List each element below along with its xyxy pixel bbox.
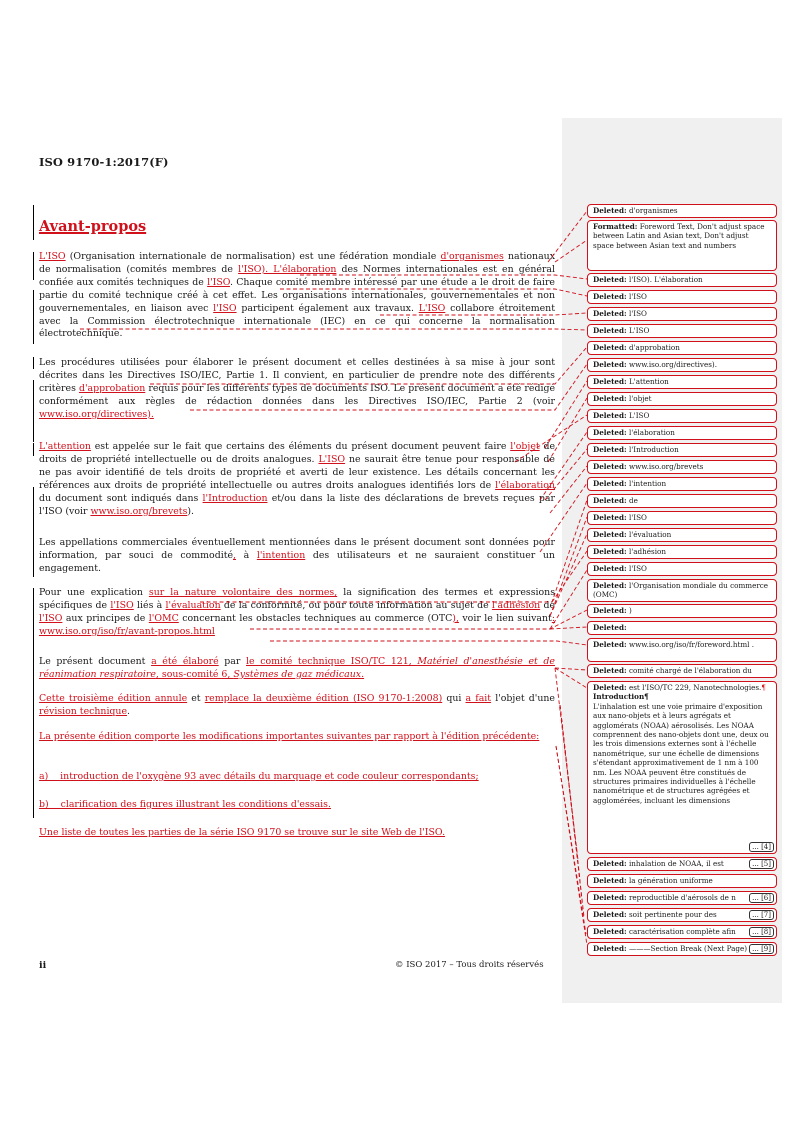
revision-text: caractérisation complète afin: [626, 927, 736, 936]
revision-type: Deleted:: [593, 513, 627, 522]
revision-text: d'organismes: [626, 206, 678, 215]
pilcrow-mark: ¶: [761, 683, 766, 692]
revision-balloon[interactable]: [587, 392, 777, 406]
revision-text: ): [626, 606, 632, 615]
revision-balloon[interactable]: [587, 443, 777, 457]
revision-type: Deleted:: [593, 640, 627, 649]
revision-text: l'évaluation: [626, 530, 672, 539]
revision-type: Deleted:: [593, 411, 627, 420]
revision-text: l'ISO: [626, 309, 647, 318]
inserted-text: l'OMC: [148, 612, 179, 624]
revision-type: Deleted:: [593, 547, 627, 556]
inserted-text: l'ISO: [110, 599, 134, 611]
revision-balloon[interactable]: [587, 290, 777, 304]
revision-type: Deleted:: [593, 944, 627, 953]
revision-type: Deleted:: [593, 479, 627, 488]
revision-type: Deleted:: [593, 292, 627, 301]
inserted-text: l'Introduction: [202, 492, 268, 504]
revision-type: Deleted:: [593, 564, 627, 573]
revision-balloon[interactable]: [587, 375, 777, 389]
revision-type: Deleted:: [593, 326, 627, 335]
revision-text: de: [626, 496, 638, 505]
directives-link[interactable]: www.iso.org/directives).: [39, 408, 154, 420]
inserted-text: l'objet: [510, 441, 540, 452]
more-revision-button[interactable]: ... [9]: [749, 944, 774, 954]
revision-text: l'ISO: [626, 292, 647, 301]
inserted-text: l'intention: [256, 549, 306, 561]
revision-text: L'attention: [626, 377, 669, 386]
paragraph-procedures: Les procédures utilisées pour élaborer le présent document et celles destinées à sa mise à jour sont décrites dans les Directives ISO/IEC, Partie 1. Il convient, en particulier de prendre note des différents critères d'approbation requis pour les différents types de documents ISO. Le présent document a été rédigé conformément aux règles de rédaction données dans les Directives ISO/IEC, Partie 2 (voir www.iso.org/directives).: [39, 357, 555, 420]
list-item-b: b) clarification des figures illustrant les conditions d'essais.: [39, 799, 331, 810]
inserted-text: a fait: [465, 693, 492, 704]
paragraph-explanation: Pour une explication sur la nature volontaire des normes, la signification des termes et expressions spécifiques de l'ISO liés à l'évaluation de la conformité, ou pour toute information au sujet de l'adhésion de l'ISO aux principes de l'OMC concernant les obstacles techniques au commerce (OTC), voir le lien suivant: www.iso.org/iso/fr/avant-propos.html: [39, 587, 556, 637]
change-bar: [33, 357, 34, 369]
more-revision-button[interactable]: ... [4]: [749, 842, 774, 852]
inserted-text: ,: [233, 549, 236, 561]
revision-type: Deleted:: [593, 623, 627, 632]
revision-balloon[interactable]: [587, 874, 777, 888]
inserted-text: remplace la deuxième édition (ISO 9170-1:2008): [204, 693, 443, 704]
inserted-text: L'ISO: [318, 453, 346, 465]
more-revision-button[interactable]: ... [7]: [749, 910, 774, 920]
revision-text: soit pertinente pour des: [626, 910, 717, 919]
revision-balloon[interactable]: [587, 681, 777, 854]
paragraph-committee: Le présent document a été élaboré par le comité technique ISO/TC 121, Matériel d'anesthésie et de réanimation respiratoire, sous-comité 6, Systèmes de gaz médicaux.: [39, 656, 555, 680]
revision-balloon[interactable]: [587, 358, 777, 372]
inserted-text: .: [361, 668, 365, 680]
revision-type: Formatted:: [593, 222, 638, 231]
revision-text: l'ISO). L'élaboration: [626, 275, 703, 284]
revision-text: l'Organisation mondiale du commerce (OMC): [593, 581, 769, 600]
revision-balloon[interactable]: [587, 621, 777, 635]
revision-text: L'ISO: [626, 326, 650, 335]
change-bar: [33, 380, 34, 442]
revision-type: Deleted:: [593, 496, 627, 505]
revision-balloon[interactable]: [587, 409, 777, 423]
inserted-text: ),: [452, 612, 459, 624]
paragraph-edition: Cette troisième édition annule et remplace la deuxième édition (ISO 9170-1:2008) qui a fait l'objet d'une révision technique.: [39, 693, 555, 717]
inserted-text: l'ISO: [207, 276, 230, 288]
revision-text: l'intention: [626, 479, 667, 488]
revision-type: Deleted:: [593, 876, 627, 885]
paragraph-iso-intro: L'ISO (Organisation internationale de normalisation) est une fédération mondiale d'organismes nationaux de normalisation (comités membres de l'ISO). L'élaboration des Normes internationales est en général confiée aux comités techniques de l'ISO. Chaque comité membre intéressé par une étude a le droit de faire partie du comité technique créé à cet effet. Les organisations internationales, gouvernementales et non gouvernementales, en liaison avec l'ISO participent également aux travaux. L'ISO collabore étroitement avec la Commission électrotechnique internationale (IEC) en ce qui concerne la normalisation électrotechnique.: [39, 251, 555, 340]
more-revision-button[interactable]: ... [5]: [749, 859, 774, 869]
revision-balloon[interactable]: [587, 494, 777, 508]
revision-type: Deleted:: [593, 530, 627, 539]
revision-balloon[interactable]: [587, 426, 777, 440]
revision-balloon[interactable]: [587, 562, 777, 576]
change-bar: [33, 205, 34, 240]
list-item-a: a) introduction de l'oxygène 93 avec détails du marquage et code couleur correspondants;: [39, 771, 479, 782]
revision-type: Deleted:: [593, 275, 627, 284]
revision-type: Deleted:: [593, 360, 627, 369]
revision-balloon[interactable]: [587, 942, 777, 956]
revision-balloon[interactable]: [587, 204, 777, 218]
revision-text: comité chargé de l'élaboration du: [626, 666, 752, 675]
inserted-text: L'ISO: [39, 251, 66, 262]
revision-text: l'adhésion: [626, 547, 666, 556]
revision-text: d'approbation: [626, 343, 680, 352]
inserted-text: l'adhésion: [491, 599, 541, 611]
revision-balloon[interactable]: [587, 528, 777, 542]
revision-text: ———Section Break (Next Page): [626, 944, 748, 953]
revision-balloon[interactable]: [587, 477, 777, 491]
change-bar: [33, 252, 34, 280]
inserted-text: Systèmes de gaz médicaux: [233, 668, 362, 680]
page-number: ii: [39, 960, 47, 971]
revision-text: inhalation de NOAA, il est: [626, 859, 724, 868]
revision-type: Deleted:: [593, 581, 627, 590]
revision-balloon[interactable]: [587, 460, 777, 474]
inserted-text: l'ISO). L'élaboration: [238, 263, 337, 275]
revision-body: L'inhalation est une voie primaire d'exposition aux nano-objets et à leurs agrégats et agglomérats (NOAA) aérosolisés. Les NOAA comprennent des nano-objets dont une, deux ou les trois dimensions externes sont à l'échelle nanométrique, sur une échelle de dimensions s'étendant approximativement de 1 nm à 100 nm. Les NOAA peuvent être constitués de structures primaires individuelles à l'échelle nanométrique et de structures agrégées et agglomérées, incluant les dimensions: [593, 701, 769, 805]
revision-text: www.iso.org/brevets: [626, 462, 704, 471]
revision-type: Deleted:: [593, 606, 627, 615]
paragraph-changes-intro: La présente édition comporte les modifications importantes suivantes par rapport à l'édition précédente:: [39, 731, 540, 742]
revision-type: Deleted:: [593, 683, 627, 692]
inserted-text: l'ISO: [213, 302, 237, 314]
revision-type: Deleted:: [593, 893, 627, 902]
inserted-text: :: [551, 612, 555, 624]
document-header: ISO 9170-1:2017(F): [39, 155, 169, 169]
change-bar: [33, 290, 34, 344]
revision-text: l'ISO: [626, 564, 647, 573]
revision-type: Deleted:: [593, 927, 627, 936]
revision-type: Deleted:: [593, 445, 627, 454]
revision-text: l'élaboration: [626, 428, 675, 437]
revision-text: Foreword Text, Don't adjust space between Latin and Asian text, Don't adjust space between Asian text and numbers: [593, 222, 765, 250]
paragraph-series-list: Une liste de toutes les parties de la série ISO 9170 se trouve sur le site Web de l'ISO.: [39, 827, 446, 838]
revision-text: L'ISO: [626, 411, 650, 420]
inserted-text: l'ISO: [39, 612, 63, 624]
revision-type: Deleted:: [593, 859, 627, 868]
inserted-text: L'attention: [39, 441, 91, 452]
revision-balloon[interactable]: [587, 579, 777, 602]
revision-text: l'Introduction: [626, 445, 679, 454]
revision-balloon[interactable]: [587, 273, 777, 287]
revision-text: la génération uniforme: [626, 876, 713, 885]
paragraph-trade-names: Les appellations commerciales éventuellement mentionnées dans le présent document sont données pour information, par souci de commodité, à l'intention des utilisateurs et ne sauraient constituer un engagement.: [39, 537, 555, 574]
revision-text: l'objet: [626, 394, 652, 403]
revision-balloon[interactable]: [587, 511, 777, 525]
change-bar: [33, 487, 34, 577]
revision-type: Deleted:: [593, 206, 627, 215]
page-title: Avant-propos: [39, 218, 147, 235]
revision-balloon[interactable]: [587, 891, 777, 905]
inserted-text: l'évaluation: [165, 599, 221, 611]
revision-balloon[interactable]: [587, 324, 777, 338]
revision-text: l'ISO: [626, 513, 647, 522]
inserted-text: révision technique: [39, 705, 128, 717]
brevets-link[interactable]: www.iso.org/brevets: [90, 505, 188, 517]
revision-balloon[interactable]: [587, 220, 777, 271]
inserted-text: sur la nature volontaire des normes,: [148, 587, 338, 598]
avant-propos-link[interactable]: www.iso.org/iso/fr/avant-propos.html: [39, 625, 215, 637]
inserted-text: d'approbation: [78, 382, 146, 394]
inserted-text: , sous-comité 6,: [155, 668, 234, 680]
revision-type: Deleted:: [593, 377, 627, 386]
revision-type: Deleted:: [593, 428, 627, 437]
revision-type: Deleted:: [593, 394, 627, 403]
revision-type: Deleted:: [593, 309, 627, 318]
revision-balloon[interactable]: [587, 925, 777, 939]
inserted-text: l'élaboration: [495, 479, 555, 491]
more-revision-button[interactable]: ... [8]: [749, 927, 774, 937]
change-bar: [33, 588, 34, 818]
revision-text: www.iso.org/iso/fr/foreword.html .: [626, 640, 755, 649]
revision-type: Deleted:: [593, 462, 627, 471]
inserted-text: Cette troisième édition annule: [39, 693, 188, 704]
revision-balloon[interactable]: [587, 341, 777, 355]
inserted-text: L'ISO: [418, 302, 446, 314]
change-bar: [33, 443, 34, 456]
revision-balloon[interactable]: [587, 664, 777, 678]
revision-balloon[interactable]: [587, 307, 777, 321]
more-revision-button[interactable]: ... [6]: [749, 893, 774, 903]
revision-text: www.iso.org/directives).: [626, 360, 718, 369]
inserted-text: d'organismes: [440, 251, 504, 262]
revision-balloon[interactable]: [587, 545, 777, 559]
revision-text: est l'ISO/TC 229, Nanotechnologies.: [626, 683, 762, 692]
revision-balloon[interactable]: [587, 604, 777, 618]
revision-balloon[interactable]: [587, 908, 777, 922]
revision-type: Deleted:: [593, 666, 627, 675]
copyright-footer: © ISO 2017 – Tous droits réservés: [395, 960, 544, 970]
revision-subheading: Introduction¶: [593, 692, 649, 702]
inserted-text: a été élaboré: [151, 656, 219, 667]
paragraph-patents: L'attention est appelée sur le fait que certains des éléments du présent document peuvent faire l'objet de droits de propriété intellectuelle ou de droits analogues. L'ISO ne saurait être tenue pour responsable de ne pas avoir identifié de tels droits de propriété et averti de leur existence. Les détails concernant les références aux droits de propriété intellectuelle ou autres droits analogues identifiés lors de l'élaboration du document sont indiqués dans l'Introduction et/ou dans la liste des déclarations de brevets reçues par l'ISO (voir www.iso.org/brevets).: [39, 441, 555, 517]
revision-type: Deleted:: [593, 910, 627, 919]
inserted-text: Matériel d'anesthésie et de réanimation respiratoire: [39, 656, 555, 680]
revision-text: reproductible d'aérosols de n: [626, 893, 736, 902]
inserted-text: le comité technique ISO/TC 121,: [246, 656, 418, 667]
revision-type: Deleted:: [593, 343, 627, 352]
revision-balloon[interactable]: [587, 638, 777, 662]
revision-balloon[interactable]: [587, 857, 777, 871]
